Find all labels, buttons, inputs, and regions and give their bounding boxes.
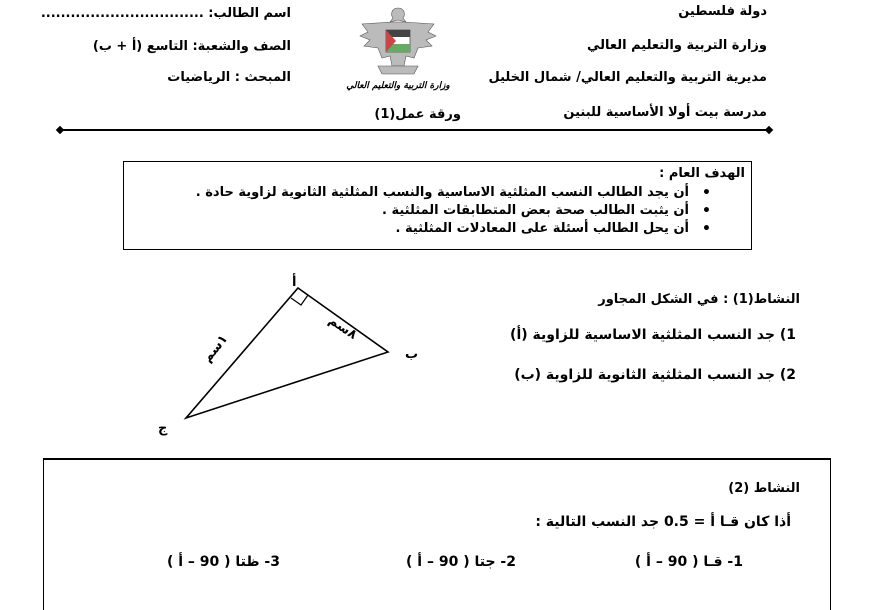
section-border-left (43, 458, 44, 610)
subject-label: المبحث : الرياضيات (167, 70, 291, 85)
goal-item: • أن يحل الطالب أسئلة على المعادلات المثلثية . (196, 220, 711, 238)
divider-left-diamond (56, 126, 64, 134)
activity2-item-1: 1- قـا ( 90 – أ ) (634, 554, 743, 570)
goal-item: • أن يثبت الطالب صحة بعض المتطابقات المثلثية . (196, 202, 711, 220)
activity2-title: النشاط (2) (728, 481, 800, 496)
vertex-c-label: ج (158, 421, 168, 436)
worksheet-title: ورقة عمل(1) (374, 107, 461, 122)
activity1-question-2: 2) جد النسب المثلثية الثانوية للزاوية (ب) (514, 367, 796, 383)
right-triangle-diagram (150, 270, 425, 440)
school-name: مدرسة بيت أولا الأساسية للبنين (563, 105, 767, 120)
student-name-field[interactable]: اسم الطالب: ................................. (40, 6, 291, 21)
activity1-question-1: 1) جد النسب المثلثية الاساسية للزاوية (أ) (510, 327, 796, 343)
goal-item: • أن يجد الطالب النسب المثلثية الاساسية والنسب المثلثية الثانوية لزاوية حادة . (196, 184, 711, 202)
goals-title: الهدف العام : (659, 166, 745, 181)
ministry-name: وزارة التربية والتعليم العالي (586, 38, 767, 53)
state-name: دولة فلسطين (678, 4, 767, 19)
eagle-emblem-icon (338, 0, 458, 96)
activity2-item-3: 3- ظتا ( 90 – أ ) (166, 554, 280, 570)
section-divider (43, 458, 830, 460)
directorate-name: مديرية التربية والتعليم العالي/ شمال الخليل (488, 70, 767, 85)
class-label: الصف والشعبة: التاسع (أ + ب) (92, 39, 291, 54)
vertex-a-label: أ (292, 275, 297, 290)
section-border-right (830, 458, 831, 610)
activity1-title: النشاط(1) : في الشكل المجاور (598, 292, 800, 307)
side-ab-label: ٨سم (325, 313, 360, 343)
goals-box (123, 161, 752, 250)
activity2-item-2: 2- جتا ( 90 – أ ) (406, 554, 516, 570)
header-divider (60, 129, 768, 131)
vertex-b-label: ب (405, 347, 419, 362)
right-angle-marker (291, 295, 308, 305)
divider-right-diamond (765, 126, 773, 134)
emblem-caption: وزارة التربية والتعليم العالي (346, 81, 450, 91)
side-ac-label: ١سم (200, 331, 232, 366)
activity2-given: أذا كان قـا أ = 0.5 جد النسب التالية : (535, 514, 791, 530)
